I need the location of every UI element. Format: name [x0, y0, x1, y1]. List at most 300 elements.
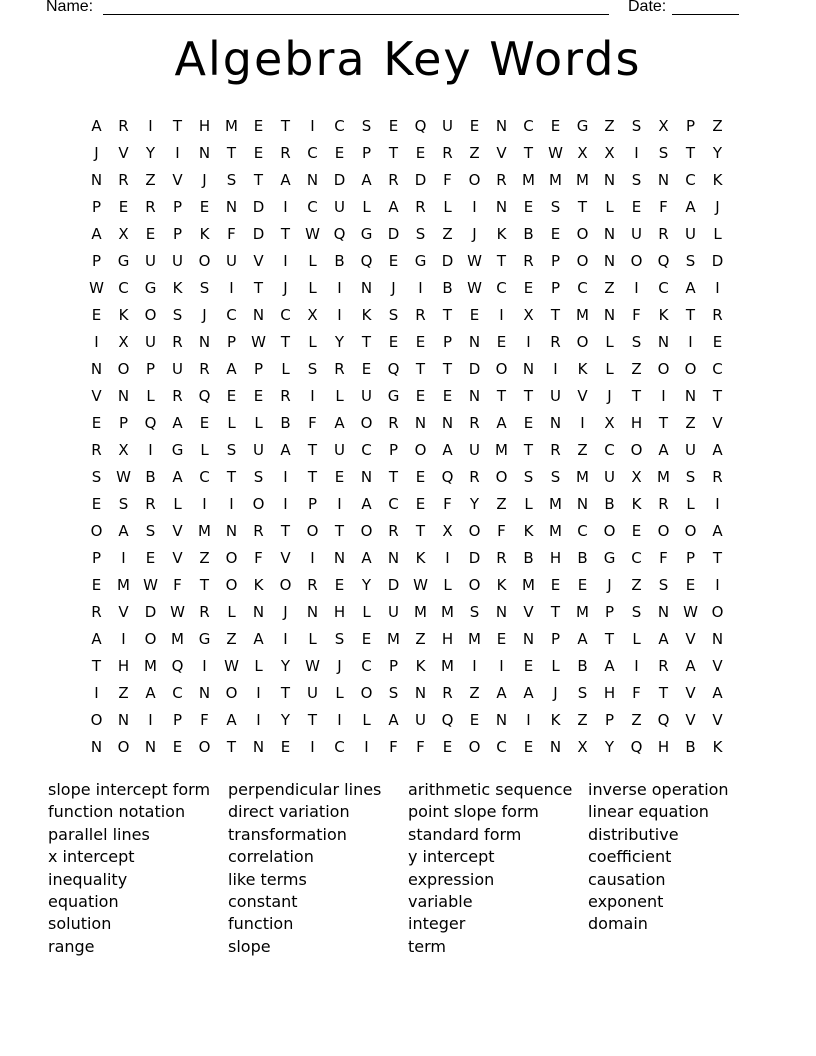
- grid-letter[interactable]: T: [172, 116, 183, 135]
- grid-letter[interactable]: E: [415, 467, 426, 486]
- grid-letter[interactable]: N: [495, 116, 508, 135]
- grid-letter[interactable]: K: [496, 224, 507, 243]
- grid-letter[interactable]: E: [523, 656, 534, 675]
- grid-letter[interactable]: N: [198, 683, 211, 702]
- grid-letter[interactable]: V: [172, 170, 183, 189]
- grid-letter[interactable]: C: [118, 278, 129, 297]
- grid-letter[interactable]: N: [603, 305, 616, 324]
- grid-letter[interactable]: I: [472, 656, 477, 675]
- grid-letter[interactable]: F: [659, 197, 668, 216]
- grid-letter[interactable]: E: [91, 494, 102, 513]
- grid-letter[interactable]: O: [711, 602, 724, 621]
- grid-letter[interactable]: B: [577, 656, 588, 675]
- grid-letter[interactable]: I: [337, 710, 342, 729]
- grid-letter[interactable]: B: [442, 278, 453, 297]
- grid-letter[interactable]: T: [685, 305, 696, 324]
- grid-letter[interactable]: I: [715, 575, 720, 594]
- grid-letter[interactable]: S: [631, 170, 642, 189]
- grid-letter[interactable]: T: [415, 359, 426, 378]
- grid-letter[interactable]: N: [522, 629, 535, 648]
- grid-letter[interactable]: I: [526, 710, 531, 729]
- grid-letter[interactable]: T: [199, 575, 210, 594]
- grid-letter[interactable]: R: [118, 116, 129, 135]
- grid-letter[interactable]: E: [712, 332, 723, 351]
- grid-letter[interactable]: O: [576, 332, 589, 351]
- grid-letter[interactable]: M: [549, 521, 562, 540]
- grid-letter[interactable]: T: [523, 143, 534, 162]
- grid-letter[interactable]: O: [306, 521, 319, 540]
- grid-letter[interactable]: N: [468, 386, 481, 405]
- grid-letter[interactable]: N: [603, 251, 616, 270]
- grid-letter[interactable]: W: [89, 278, 104, 297]
- grid-letter[interactable]: M: [198, 521, 211, 540]
- grid-letter[interactable]: O: [657, 521, 670, 540]
- grid-letter[interactable]: N: [603, 170, 616, 189]
- grid-letter[interactable]: E: [388, 116, 399, 135]
- grid-letter[interactable]: S: [415, 224, 426, 243]
- grid-letter[interactable]: J: [607, 575, 612, 594]
- grid-letter[interactable]: S: [172, 305, 183, 324]
- grid-letter[interactable]: A: [712, 521, 723, 540]
- grid-letter[interactable]: J: [283, 278, 288, 297]
- grid-letter[interactable]: P: [145, 359, 156, 378]
- grid-letter[interactable]: S: [577, 683, 588, 702]
- grid-letter[interactable]: T: [658, 683, 669, 702]
- grid-letter[interactable]: F: [443, 170, 452, 189]
- grid-letter[interactable]: S: [334, 629, 345, 648]
- grid-letter[interactable]: A: [91, 224, 102, 243]
- grid-letter[interactable]: H: [657, 737, 670, 756]
- grid-letter[interactable]: G: [117, 251, 130, 270]
- grid-letter[interactable]: A: [577, 629, 588, 648]
- grid-letter[interactable]: T: [280, 521, 291, 540]
- grid-letter[interactable]: U: [685, 440, 696, 459]
- grid-letter[interactable]: P: [388, 440, 399, 459]
- grid-letter[interactable]: Q: [387, 359, 400, 378]
- grid-letter[interactable]: I: [148, 710, 153, 729]
- grid-letter[interactable]: U: [631, 224, 642, 243]
- grid-letter[interactable]: R: [550, 332, 561, 351]
- grid-letter[interactable]: Y: [280, 656, 291, 675]
- grid-letter[interactable]: T: [685, 143, 696, 162]
- grid-letter[interactable]: T: [523, 386, 534, 405]
- grid-letter[interactable]: E: [199, 413, 210, 432]
- grid-letter[interactable]: X: [577, 737, 588, 756]
- grid-letter[interactable]: O: [144, 629, 157, 648]
- grid-letter[interactable]: T: [307, 467, 318, 486]
- grid-letter[interactable]: S: [469, 602, 480, 621]
- grid-letter[interactable]: R: [469, 467, 480, 486]
- grid-letter[interactable]: S: [550, 467, 561, 486]
- grid-letter[interactable]: Y: [361, 575, 372, 594]
- grid-letter[interactable]: I: [337, 305, 342, 324]
- grid-letter[interactable]: S: [307, 359, 318, 378]
- grid-letter[interactable]: E: [388, 251, 399, 270]
- grid-letter[interactable]: S: [523, 467, 534, 486]
- grid-letter[interactable]: R: [280, 143, 291, 162]
- grid-letter[interactable]: P: [550, 278, 561, 297]
- grid-letter[interactable]: E: [334, 143, 345, 162]
- grid-letter[interactable]: O: [225, 575, 238, 594]
- grid-letter[interactable]: Z: [442, 224, 453, 243]
- grid-letter[interactable]: J: [202, 305, 207, 324]
- grid-letter[interactable]: T: [388, 467, 399, 486]
- grid-letter[interactable]: W: [467, 251, 482, 270]
- grid-letter[interactable]: I: [202, 656, 207, 675]
- grid-letter[interactable]: A: [226, 710, 237, 729]
- grid-letter[interactable]: I: [526, 332, 531, 351]
- grid-letter[interactable]: B: [604, 494, 615, 513]
- grid-letter[interactable]: E: [388, 332, 399, 351]
- grid-letter[interactable]: A: [712, 440, 723, 459]
- grid-letter[interactable]: Q: [657, 710, 670, 729]
- grid-letter[interactable]: L: [308, 278, 317, 297]
- grid-letter[interactable]: B: [145, 467, 156, 486]
- grid-letter[interactable]: V: [712, 710, 723, 729]
- grid-letter[interactable]: A: [172, 467, 183, 486]
- grid-letter[interactable]: I: [661, 386, 666, 405]
- grid-letter[interactable]: I: [256, 683, 261, 702]
- grid-letter[interactable]: X: [631, 467, 642, 486]
- grid-letter[interactable]: J: [391, 278, 396, 297]
- grid-letter[interactable]: E: [253, 143, 264, 162]
- grid-letter[interactable]: Z: [604, 278, 615, 297]
- grid-letter[interactable]: O: [468, 575, 481, 594]
- grid-letter[interactable]: T: [550, 602, 561, 621]
- grid-letter[interactable]: O: [198, 251, 211, 270]
- grid-letter[interactable]: O: [360, 521, 373, 540]
- grid-letter[interactable]: E: [523, 413, 534, 432]
- grid-letter[interactable]: L: [146, 386, 155, 405]
- grid-letter[interactable]: D: [387, 575, 400, 594]
- grid-letter[interactable]: F: [632, 305, 641, 324]
- grid-letter[interactable]: R: [334, 359, 345, 378]
- grid-letter[interactable]: I: [283, 251, 288, 270]
- grid-letter[interactable]: O: [495, 359, 508, 378]
- grid-letter[interactable]: N: [414, 683, 427, 702]
- grid-letter[interactable]: S: [253, 467, 264, 486]
- grid-letter[interactable]: N: [495, 602, 508, 621]
- grid-letter[interactable]: C: [334, 737, 345, 756]
- grid-letter[interactable]: B: [577, 548, 588, 567]
- grid-letter[interactable]: U: [685, 224, 696, 243]
- grid-letter[interactable]: V: [280, 548, 291, 567]
- grid-letter[interactable]: M: [576, 467, 589, 486]
- grid-letter[interactable]: W: [413, 575, 428, 594]
- grid-letter[interactable]: N: [90, 737, 103, 756]
- grid-letter[interactable]: W: [305, 656, 320, 675]
- grid-letter[interactable]: L: [713, 224, 722, 243]
- grid-letter[interactable]: I: [580, 413, 585, 432]
- grid-letter[interactable]: X: [442, 521, 453, 540]
- grid-letter[interactable]: H: [117, 656, 130, 675]
- grid-letter[interactable]: S: [550, 197, 561, 216]
- grid-letter[interactable]: R: [199, 602, 210, 621]
- grid-letter[interactable]: M: [576, 602, 589, 621]
- grid-letter[interactable]: D: [252, 224, 265, 243]
- grid-letter[interactable]: T: [280, 332, 291, 351]
- grid-letter[interactable]: C: [307, 197, 318, 216]
- grid-letter[interactable]: F: [173, 575, 182, 594]
- grid-letter[interactable]: P: [685, 548, 696, 567]
- grid-letter[interactable]: L: [173, 494, 182, 513]
- grid-letter[interactable]: O: [279, 575, 292, 594]
- grid-letter[interactable]: I: [283, 467, 288, 486]
- grid-letter[interactable]: I: [94, 683, 99, 702]
- grid-letter[interactable]: C: [658, 278, 669, 297]
- grid-letter[interactable]: A: [145, 683, 156, 702]
- grid-letter[interactable]: F: [497, 521, 506, 540]
- grid-letter[interactable]: A: [442, 440, 453, 459]
- grid-letter[interactable]: L: [605, 332, 614, 351]
- grid-letter[interactable]: V: [523, 602, 534, 621]
- grid-letter[interactable]: U: [334, 197, 345, 216]
- grid-letter[interactable]: N: [252, 305, 265, 324]
- grid-letter[interactable]: Z: [469, 143, 480, 162]
- grid-letter[interactable]: L: [605, 359, 614, 378]
- grid-letter[interactable]: W: [683, 602, 698, 621]
- grid-letter[interactable]: T: [658, 413, 669, 432]
- grid-letter[interactable]: Z: [631, 710, 642, 729]
- grid-letter[interactable]: T: [253, 170, 264, 189]
- grid-letter[interactable]: G: [576, 116, 589, 135]
- grid-letter[interactable]: O: [495, 467, 508, 486]
- grid-letter[interactable]: Y: [469, 494, 480, 513]
- grid-letter[interactable]: T: [496, 386, 507, 405]
- grid-letter[interactable]: J: [202, 170, 207, 189]
- grid-letter[interactable]: U: [550, 386, 561, 405]
- grid-letter[interactable]: O: [225, 548, 238, 567]
- grid-letter[interactable]: I: [418, 278, 423, 297]
- grid-letter[interactable]: A: [388, 197, 399, 216]
- grid-letter[interactable]: L: [308, 332, 317, 351]
- grid-letter[interactable]: R: [415, 305, 426, 324]
- grid-letter[interactable]: P: [361, 143, 372, 162]
- grid-letter[interactable]: H: [549, 548, 562, 567]
- grid-letter[interactable]: G: [171, 440, 184, 459]
- grid-letter[interactable]: R: [145, 494, 156, 513]
- grid-letter[interactable]: I: [634, 278, 639, 297]
- grid-letter[interactable]: O: [252, 494, 265, 513]
- grid-letter[interactable]: E: [469, 116, 480, 135]
- grid-letter[interactable]: D: [711, 251, 724, 270]
- grid-letter[interactable]: A: [172, 413, 183, 432]
- grid-letter[interactable]: N: [198, 332, 211, 351]
- grid-letter[interactable]: Q: [198, 386, 211, 405]
- grid-letter[interactable]: N: [495, 197, 508, 216]
- grid-letter[interactable]: Z: [712, 116, 723, 135]
- grid-letter[interactable]: Q: [144, 413, 157, 432]
- grid-letter[interactable]: A: [496, 413, 507, 432]
- grid-letter[interactable]: A: [496, 683, 507, 702]
- grid-letter[interactable]: P: [604, 710, 615, 729]
- grid-letter[interactable]: X: [118, 440, 129, 459]
- grid-letter[interactable]: S: [685, 251, 696, 270]
- grid-letter[interactable]: F: [227, 224, 236, 243]
- grid-letter[interactable]: I: [499, 305, 504, 324]
- grid-letter[interactable]: U: [334, 440, 345, 459]
- grid-letter[interactable]: K: [496, 575, 507, 594]
- grid-letter[interactable]: W: [251, 332, 266, 351]
- grid-letter[interactable]: S: [658, 143, 669, 162]
- grid-letter[interactable]: A: [361, 170, 372, 189]
- grid-letter[interactable]: M: [549, 494, 562, 513]
- grid-letter[interactable]: U: [388, 602, 399, 621]
- grid-letter[interactable]: M: [171, 629, 184, 648]
- grid-letter[interactable]: S: [388, 683, 399, 702]
- grid-letter[interactable]: O: [576, 224, 589, 243]
- grid-letter[interactable]: R: [172, 332, 183, 351]
- grid-letter[interactable]: E: [442, 386, 453, 405]
- grid-letter[interactable]: Q: [171, 656, 184, 675]
- grid-letter[interactable]: W: [548, 143, 563, 162]
- grid-letter[interactable]: C: [307, 143, 318, 162]
- grid-letter[interactable]: R: [550, 440, 561, 459]
- grid-letter[interactable]: U: [172, 251, 183, 270]
- grid-letter[interactable]: A: [658, 440, 669, 459]
- grid-letter[interactable]: R: [199, 359, 210, 378]
- grid-letter[interactable]: N: [495, 710, 508, 729]
- grid-letter[interactable]: E: [280, 737, 291, 756]
- grid-letter[interactable]: C: [496, 737, 507, 756]
- grid-letter[interactable]: N: [657, 332, 670, 351]
- grid-letter[interactable]: L: [362, 197, 371, 216]
- grid-letter[interactable]: V: [91, 386, 102, 405]
- grid-letter[interactable]: S: [631, 332, 642, 351]
- grid-letter[interactable]: P: [550, 629, 561, 648]
- grid-letter[interactable]: Y: [334, 332, 345, 351]
- grid-letter[interactable]: I: [310, 737, 315, 756]
- grid-letter[interactable]: O: [657, 359, 670, 378]
- grid-letter[interactable]: C: [334, 116, 345, 135]
- grid-letter[interactable]: Y: [712, 143, 723, 162]
- grid-letter[interactable]: U: [145, 332, 156, 351]
- grid-letter[interactable]: Z: [415, 629, 426, 648]
- grid-letter[interactable]: S: [685, 467, 696, 486]
- grid-letter[interactable]: F: [416, 737, 425, 756]
- grid-letter[interactable]: G: [603, 548, 616, 567]
- grid-letter[interactable]: I: [148, 116, 153, 135]
- grid-letter[interactable]: R: [145, 197, 156, 216]
- grid-letter[interactable]: I: [364, 737, 369, 756]
- grid-letter[interactable]: T: [280, 683, 291, 702]
- grid-letter[interactable]: N: [306, 602, 319, 621]
- grid-letter[interactable]: E: [334, 575, 345, 594]
- grid-letter[interactable]: S: [658, 575, 669, 594]
- grid-letter[interactable]: O: [360, 413, 373, 432]
- grid-letter[interactable]: I: [310, 386, 315, 405]
- grid-letter[interactable]: I: [337, 494, 342, 513]
- grid-letter[interactable]: T: [253, 278, 264, 297]
- grid-letter[interactable]: T: [415, 521, 426, 540]
- grid-letter[interactable]: S: [226, 170, 237, 189]
- grid-letter[interactable]: C: [577, 278, 588, 297]
- grid-letter[interactable]: M: [117, 575, 130, 594]
- grid-letter[interactable]: K: [118, 305, 129, 324]
- grid-letter[interactable]: N: [90, 359, 103, 378]
- grid-letter[interactable]: M: [576, 305, 589, 324]
- grid-letter[interactable]: N: [117, 710, 130, 729]
- grid-letter[interactable]: G: [387, 386, 400, 405]
- grid-letter[interactable]: V: [577, 386, 588, 405]
- grid-letter[interactable]: T: [307, 440, 318, 459]
- grid-letter[interactable]: J: [553, 683, 558, 702]
- grid-letter[interactable]: L: [254, 413, 263, 432]
- grid-letter[interactable]: A: [685, 656, 696, 675]
- grid-letter[interactable]: K: [577, 359, 588, 378]
- grid-letter[interactable]: I: [229, 494, 234, 513]
- grid-letter[interactable]: K: [199, 224, 210, 243]
- grid-letter[interactable]: N: [90, 170, 103, 189]
- grid-letter[interactable]: S: [91, 467, 102, 486]
- grid-letter[interactable]: K: [172, 278, 183, 297]
- grid-letter[interactable]: D: [252, 197, 265, 216]
- grid-letter[interactable]: M: [441, 656, 454, 675]
- grid-letter[interactable]: D: [468, 359, 481, 378]
- grid-letter[interactable]: Z: [469, 683, 480, 702]
- grid-letter[interactable]: X: [658, 116, 669, 135]
- grid-letter[interactable]: U: [469, 440, 480, 459]
- grid-letter[interactable]: S: [361, 116, 372, 135]
- grid-letter[interactable]: N: [333, 548, 346, 567]
- grid-letter[interactable]: A: [280, 440, 291, 459]
- grid-letter[interactable]: B: [280, 413, 291, 432]
- grid-letter[interactable]: C: [388, 494, 399, 513]
- grid-letter[interactable]: C: [685, 170, 696, 189]
- grid-letter[interactable]: I: [715, 494, 720, 513]
- grid-letter[interactable]: E: [91, 575, 102, 594]
- grid-letter[interactable]: N: [549, 737, 562, 756]
- grid-letter[interactable]: L: [335, 386, 344, 405]
- grid-letter[interactable]: K: [253, 575, 264, 594]
- grid-letter[interactable]: R: [307, 575, 318, 594]
- grid-letter[interactable]: R: [253, 521, 264, 540]
- grid-letter[interactable]: V: [172, 521, 183, 540]
- grid-letter[interactable]: T: [523, 440, 534, 459]
- grid-letter[interactable]: O: [468, 170, 481, 189]
- grid-letter[interactable]: C: [523, 116, 534, 135]
- grid-letter[interactable]: M: [549, 170, 562, 189]
- grid-letter[interactable]: T: [442, 305, 453, 324]
- grid-letter[interactable]: A: [91, 116, 102, 135]
- grid-letter[interactable]: I: [310, 548, 315, 567]
- grid-letter[interactable]: N: [144, 737, 157, 756]
- grid-letter[interactable]: C: [361, 440, 372, 459]
- grid-letter[interactable]: E: [496, 629, 507, 648]
- grid-letter[interactable]: N: [549, 413, 562, 432]
- grid-letter[interactable]: D: [414, 170, 427, 189]
- grid-letter[interactable]: L: [335, 683, 344, 702]
- grid-letter[interactable]: P: [685, 116, 696, 135]
- grid-letter[interactable]: A: [253, 629, 264, 648]
- grid-letter[interactable]: R: [712, 305, 723, 324]
- grid-letter[interactable]: M: [387, 629, 400, 648]
- grid-letter[interactable]: G: [360, 224, 373, 243]
- grid-letter[interactable]: B: [685, 737, 696, 756]
- grid-letter[interactable]: L: [686, 494, 695, 513]
- grid-letter[interactable]: A: [334, 413, 345, 432]
- grid-letter[interactable]: O: [198, 737, 211, 756]
- grid-letter[interactable]: A: [361, 548, 372, 567]
- grid-letter[interactable]: O: [144, 305, 157, 324]
- grid-letter[interactable]: L: [362, 710, 371, 729]
- grid-letter[interactable]: A: [388, 710, 399, 729]
- grid-letter[interactable]: E: [631, 197, 642, 216]
- grid-letter[interactable]: N: [387, 548, 400, 567]
- grid-letter[interactable]: S: [199, 278, 210, 297]
- grid-letter[interactable]: F: [308, 413, 317, 432]
- grid-letter[interactable]: R: [496, 548, 507, 567]
